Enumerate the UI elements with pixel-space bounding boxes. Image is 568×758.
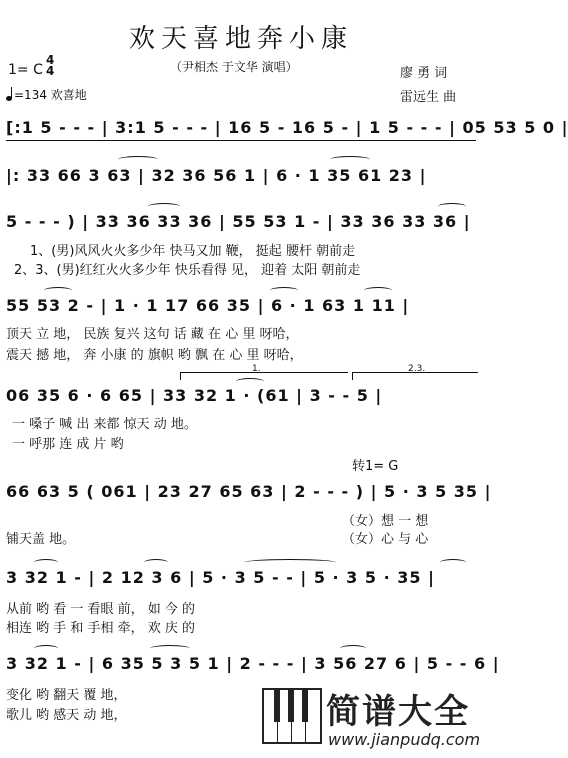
logo-name: 简谱大全 bbox=[326, 692, 470, 732]
lyrics-line-7b: 相连 哟 手 和 手相 牵， 欢 庆 的 bbox=[6, 621, 196, 636]
slur-8a bbox=[34, 645, 58, 652]
slur-4b bbox=[270, 287, 298, 294]
slur-8c bbox=[340, 645, 366, 652]
quarter-note-icon bbox=[6, 96, 12, 101]
slur-3b bbox=[438, 203, 466, 210]
volta-2-left bbox=[352, 372, 353, 380]
piano-keys-icon bbox=[262, 688, 322, 744]
volta-1-left bbox=[180, 372, 181, 380]
lyrics-line-8b: 歌儿 哟 感天 动 地， bbox=[6, 708, 127, 723]
score-line-3: 5 - - - ) | 33 36 33 36 | 55 53 1 - | 33 36 33 36 | bbox=[6, 212, 471, 231]
score-line-5: 06 35 6 · 6 65 | 33 32 1 · (61 | 3 - - 5 | bbox=[6, 386, 383, 405]
meter-top: 4 bbox=[46, 53, 55, 67]
score-line-7: 3 32 1 - | 2 12 3 6 | 5 · 3 5 - - | 5 · 3 5 · 35 | bbox=[6, 568, 435, 587]
lyrics-line-3b: 2、3、(男)红红火火多少年 快乐看得 见， 迎着 太阳 朝前走 bbox=[14, 263, 361, 278]
song-title: 欢天喜地奔小康 bbox=[128, 24, 353, 54]
score-line-6: 66 63 5 ( 061 | 23 27 65 63 | 2 - - - ) | 5 · 3 5 35 | bbox=[6, 482, 492, 501]
performers-subtitle: （尹相杰 于文华 演唱） bbox=[170, 60, 298, 74]
slur-7c bbox=[244, 559, 336, 566]
slur-4c bbox=[364, 287, 392, 294]
logo-url: www.jianpudq.com bbox=[328, 730, 481, 749]
slur-7a bbox=[34, 559, 58, 566]
lyrics-line-4a: 顶天 立 地， 民族 复兴 这句 话 藏 在 心 里 呀哈， bbox=[6, 327, 299, 342]
meter-bottom: 4 bbox=[46, 64, 55, 78]
slur-3a bbox=[148, 203, 180, 210]
lyrics-line-6-side-2: （女）心 与 心 bbox=[342, 532, 429, 547]
slur-2b bbox=[330, 156, 370, 163]
tempo-text: =134 欢喜地 bbox=[14, 88, 87, 102]
underline-1 bbox=[6, 140, 476, 141]
lyricist-credit: 廖 勇 词 bbox=[400, 66, 448, 81]
lyrics-line-6-side: （女）想 一 想 bbox=[342, 514, 429, 529]
volta-1-label: 1. bbox=[252, 364, 261, 374]
site-logo bbox=[256, 682, 480, 754]
slur-5a bbox=[236, 378, 264, 385]
volta-2-label: 2.3. bbox=[408, 364, 426, 374]
time-signature bbox=[46, 55, 54, 77]
composer-credit: 雷远生 曲 bbox=[400, 90, 457, 105]
volta-1-bracket bbox=[180, 372, 348, 373]
slur-8b bbox=[150, 645, 190, 652]
lyrics-line-3a: 1、(男)风风火火多少年 快马又加 鞭， 挺起 腰杆 朝前走 bbox=[30, 244, 356, 259]
lyrics-line-4b: 震天 撼 地， 奔 小康 的 旗帜 哟 飘 在 心 里 呀哈， bbox=[6, 348, 303, 363]
slur-7d bbox=[440, 559, 466, 566]
score-line-2: |: 33 66 3 63 | 32 36 56 1 | 6 · 1 35 61 23 | bbox=[6, 166, 427, 185]
lyrics-line-5a: 一 嗓子 喊 出 来都 惊天 动 地。 bbox=[12, 417, 197, 432]
lyrics-line-7a: 从前 哟 看 一 看眼 前， 如 今 的 bbox=[6, 602, 196, 617]
score-line-8: 3 32 1 - | 6 35 5 3 5 1 | 2 - - - | 3 56 27 6 | 5 - - 6 | bbox=[6, 654, 500, 673]
modulation-mark: 转1= G bbox=[352, 459, 399, 474]
lyrics-line-8a: 变化 哟 翻天 覆 地， bbox=[6, 688, 127, 703]
lyrics-line-5b: 一 呼那 连 成 片 哟 bbox=[12, 437, 124, 452]
slur-7b bbox=[144, 559, 168, 566]
key-signature: 1= C bbox=[8, 62, 43, 78]
tempo-marking bbox=[6, 86, 87, 103]
score-line-4: 55 53 2 - | 1 · 1 17 66 35 | 6 · 1 63 1 11 | bbox=[6, 296, 410, 315]
score-line-1: [:1 5 - - - | 3:1 5 - - - | 16 5 - 16 5 - | 1 5 - - - | 05 53 5 0 | bbox=[6, 118, 568, 137]
slur-4a bbox=[44, 287, 72, 294]
slur-2a bbox=[118, 156, 158, 163]
lyrics-line-6-left: 铺天盖 地。 bbox=[6, 532, 76, 547]
